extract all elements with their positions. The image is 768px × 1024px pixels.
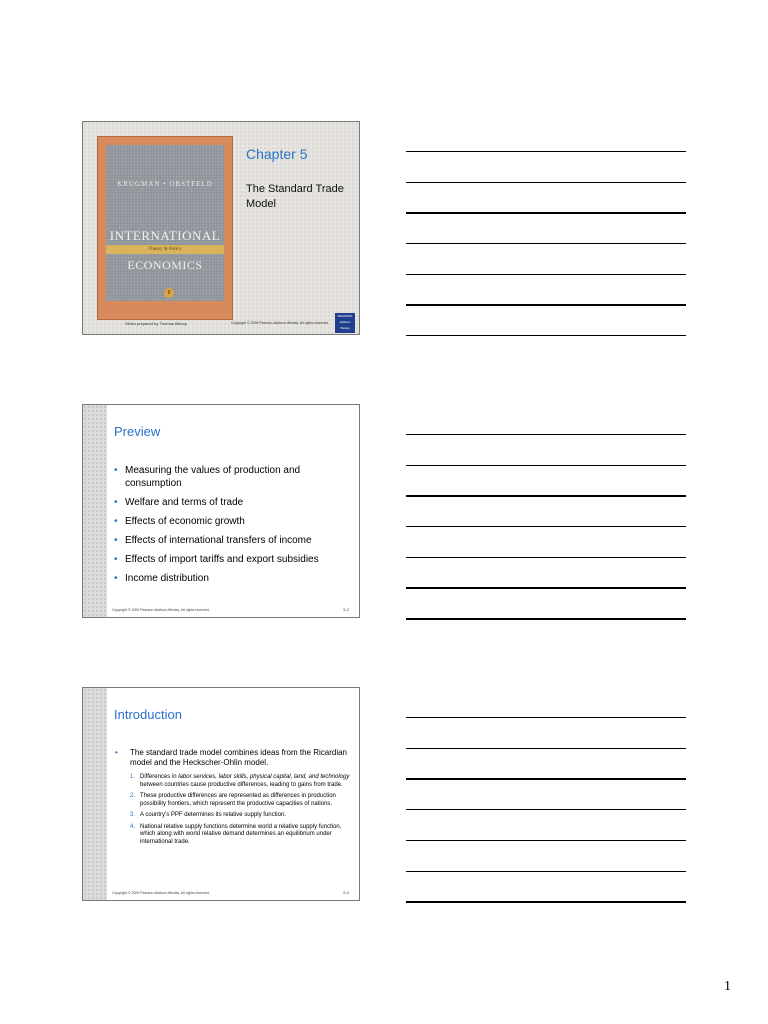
note-line: [406, 335, 686, 336]
note-line: [406, 465, 686, 466]
copyright-notice: Copyright © 2009 Pearson Addison-Wesley. All rights reserved.: [231, 321, 329, 325]
slide-footer: Copyright © 2009 Pearson Addison-Wesley. All rights reserved.: [112, 608, 210, 612]
list-item: 1. Differences in labor services, labor skills, physical capital, land, and technology between countries cause productive differences, leading to gains from trade.: [130, 774, 350, 788]
page-number: 1: [724, 979, 731, 994]
slide-number: 5-3: [343, 890, 349, 895]
book-cover-inner: [106, 145, 224, 301]
slide-title: Introduction: [114, 707, 182, 722]
cover-authors: KRUGMAN • OBSTFELD: [117, 180, 213, 188]
slide-preview: [82, 404, 360, 618]
bullet-dot-icon: •: [114, 465, 118, 476]
slide-sidebar-texture: [83, 688, 107, 900]
slides-credit: Slides prepared by Thomas Bishop: [125, 321, 188, 326]
note-line: [406, 526, 686, 527]
slide-introduction: [82, 687, 360, 901]
note-line: [406, 717, 686, 718]
chapter-heading: Chapter 5: [246, 146, 308, 162]
list-item: 4. National relative supply functions determine world a relative supply function, which along with world relative demand determines an equilibrium under international trade.: [130, 823, 342, 845]
slide-sidebar-texture: [83, 405, 107, 617]
numbered-list: [130, 774, 350, 850]
note-line: [406, 840, 686, 841]
cover-title-line2: ECONOMICS: [127, 258, 203, 272]
main-bullet: [116, 748, 348, 768]
note-line: [406, 243, 686, 244]
note-line: [406, 778, 686, 780]
bullet-item: • Welfare and terms of trade: [114, 497, 244, 508]
bullet-dot-icon: •: [114, 554, 118, 565]
note-line: [406, 748, 686, 749]
publisher-logo: PEARSON Addison Wesley: [335, 313, 355, 333]
note-line: [406, 274, 686, 275]
main-bullet-text: The standard trade model combines ideas from the Ricardian model and the Heckscher-Ohlin model.: [130, 748, 347, 767]
slide-chapter-title: [82, 121, 360, 335]
note-line: [406, 182, 686, 183]
bullet-item: • Effects of import tariffs and export subsidies: [114, 554, 319, 565]
list-item: 3. A country’s PPF determines its relative supply function.: [130, 812, 286, 818]
note-line: [406, 809, 686, 810]
chapter-title: The Standard Trade Model: [246, 183, 344, 210]
note-line: [406, 618, 686, 620]
bullet-dot-icon: •: [114, 497, 118, 508]
note-line: [406, 587, 686, 589]
note-line: [406, 495, 686, 497]
book-cover-image: [97, 136, 233, 320]
note-line: [406, 212, 686, 214]
list-item: 2. These productive differences are represented as differences in production possibility frontiers, which represent the productive capacities of nations.: [130, 793, 336, 807]
cover-edition-badge: 8: [164, 288, 174, 298]
note-line: [406, 901, 686, 903]
bullet-dot-icon: •: [115, 748, 118, 757]
bullet-list: [114, 464, 354, 591]
slide-footer: Copyright © 2009 Pearson Addison-Wesley. All rights reserved.: [112, 891, 210, 895]
bullet-item: • Measuring the values of production and consumption: [114, 465, 301, 489]
note-line: [406, 557, 686, 558]
bullet-dot-icon: •: [114, 535, 118, 546]
note-line: [406, 151, 686, 152]
slide-title: Preview: [114, 424, 161, 439]
bullet-item: • Effects of economic growth: [114, 516, 245, 527]
bullet-item: • Effects of international transfers of income: [114, 535, 312, 546]
bullet-item: • Income distribution: [114, 573, 209, 584]
note-line: [406, 871, 686, 872]
note-line: [406, 434, 686, 435]
cover-subtitle: Theory & Policy: [148, 247, 182, 252]
cover-title-line1: INTERNATIONAL: [109, 228, 221, 243]
bullet-dot-icon: •: [114, 516, 118, 527]
slide-number: 5-2: [343, 607, 349, 612]
note-line: [406, 304, 686, 306]
bullet-dot-icon: •: [114, 573, 118, 584]
